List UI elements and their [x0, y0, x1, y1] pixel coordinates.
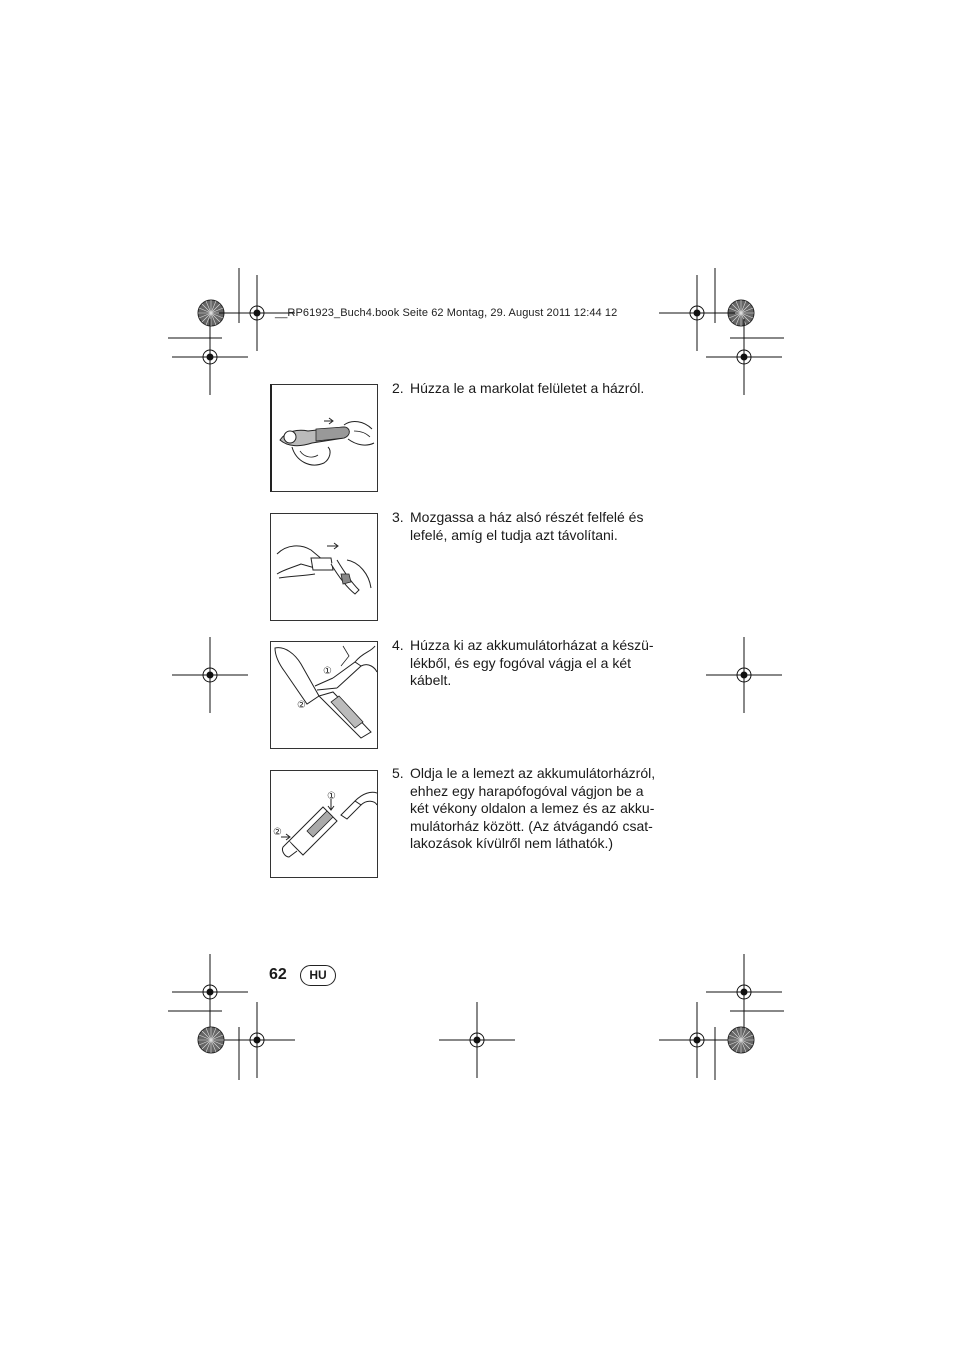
file-info-header: __RP61923_Buch4.book Seite 62 Montag, 29. August 2011 12:44 12 [275, 307, 618, 319]
step-number: 5. [392, 765, 404, 781]
step-5 [392, 765, 682, 853]
step-4 [392, 637, 682, 690]
step-number: 3. [392, 509, 404, 525]
step-text: Oldja le a lemezt az akkumulátorházról, ehhez egy harapófogóval vágjon be a két vékony oldalon a lemez és az akku- mulátorház között. (Az átvágandó csat- lakozások kívülről nem láthatók.) [410, 765, 656, 851]
figure-step-3 [270, 513, 378, 621]
language-badge: HU [300, 965, 336, 986]
step-text: Mozgassa a ház alsó részét felfelé és lefelé, amíg el tudja azt távolítani. [410, 509, 644, 543]
callout-2: ② [297, 700, 306, 711]
plate-removal-illustration [271, 771, 377, 877]
step-number: 4. [392, 637, 404, 653]
step-text: Húzza ki az akkumulátorházat a készü- lékből, és egy fogóval vágja el a két kábelt. [410, 637, 654, 688]
callout-1: ① [327, 791, 336, 802]
step-2 [392, 380, 682, 398]
step-number: 2. [392, 380, 404, 396]
figure-step-4 [270, 641, 378, 749]
step-3 [392, 509, 682, 544]
housing-removal-illustration [271, 514, 377, 620]
page-number: 62 [269, 966, 287, 983]
figure-step-2 [270, 384, 378, 492]
step-text: Húzza le a markolat felületet a házról. [410, 380, 645, 396]
battery-housing-cut-illustration [271, 642, 377, 748]
callout-1: ① [323, 666, 332, 677]
callout-2: ② [273, 827, 282, 838]
figure-step-5 [270, 770, 378, 878]
hands-grip-illustration [272, 385, 378, 491]
